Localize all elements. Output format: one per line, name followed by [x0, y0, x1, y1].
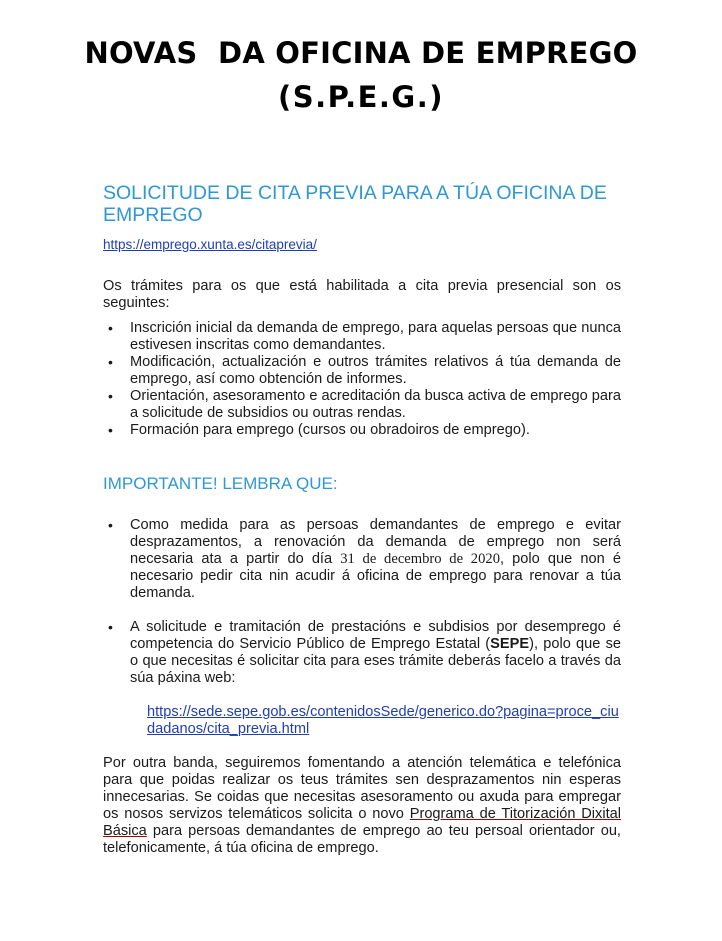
closing-paragraph	[103, 755, 621, 857]
importante-list-1	[103, 517, 621, 602]
bullet-icon: •	[108, 517, 113, 533]
sepe-text: A solicitude e tramitación de prestacións e subdisios por desemprego é competencia do Servicio Público de Emprego Estatal (	[130, 619, 621, 652]
list-item	[103, 422, 621, 439]
list-item-text: Inscrición inicial da demanda de emprego, para aquelas persoas que nunca estivesen inscritas como demandantes.	[130, 320, 621, 353]
closing-text: Por outra banda, seguiremos fomentando a atención telemática e telefónica para que poidas realizar os teus trámites sen desprazamentos nin esperas innecesarias. Se coidas que necesitas asesoramento ou axuda para empregar os nosos servizos telemáticos solicita o novo	[103, 755, 621, 822]
importante-list-2	[103, 619, 621, 687]
sepe-acronym: SEPE	[490, 636, 530, 652]
page-subtitle: (S.P.E.G.)	[277, 80, 444, 114]
cita-previa-link[interactable]: https://emprego.xunta.es/citaprevia/	[103, 237, 317, 252]
titorizacion-link[interactable]: Programa de Titorización Dixital Básica	[103, 806, 621, 839]
sepe-link-line	[147, 704, 623, 738]
bullet-icon: •	[108, 354, 113, 370]
importante-heading: IMPORTANTE! LEMBRA QUE:	[103, 474, 338, 493]
list-item	[103, 354, 621, 388]
cita-previa-heading: SOLICITUDE DE CITA PREVIA PARA A TÚA OFICINA DE EMPREGO	[103, 182, 607, 226]
list-item-text: Orientación, asesoramento e acreditación da busca activa de emprego para a solicitude de subsidios ou outras rendas.	[130, 388, 621, 421]
list-item	[103, 517, 621, 602]
cita-previa-link-line	[103, 236, 621, 253]
renovacion-text-end: , polo que non é necesario pedir cita nin acudir á oficina de emprego para renovar a túa demanda.	[130, 551, 621, 601]
list-item-text: Modificación, actualización e outros trámites relativos á túa demanda de emprego, así como obtención de informes.	[130, 354, 621, 387]
closing-text-end: para persoas demandantes de emprego ao teu persoal orientador ou, telefonicamente, á túa oficina de emprego.	[103, 823, 621, 856]
bullet-icon: •	[108, 388, 113, 404]
cita-tramites-list	[103, 320, 621, 439]
bullet-icon: •	[108, 619, 113, 635]
sepe-link[interactable]: https://sede.sepe.gob.es/contenidosSede/generico.do?pagina=proce_ciudadanos/cita_previa.html	[147, 704, 619, 737]
bullet-icon: •	[108, 320, 113, 336]
renovacion-date: 31 de decembro de 2020	[340, 551, 500, 567]
renovacion-text: Como medida para as persoas demandantes de emprego e evitar desprazamentos, a renovación da demanda de emprego non será necesaria ata a partir do día	[130, 517, 621, 567]
page-title: NOVAS DA OFICINA DE EMPREGO	[84, 36, 638, 70]
list-item	[103, 388, 621, 422]
list-item	[103, 320, 621, 354]
list-item	[103, 619, 621, 687]
cita-intro: Os trámites para os que está habilitada a cita previa presencial son os seguintes:	[103, 278, 621, 311]
bullet-icon: •	[108, 422, 113, 438]
sepe-text-end: ), polo que se o que necesitas é solicitar cita para eses trámite deberás facelo a través da súa páxina web:	[130, 636, 621, 686]
list-item-text: Formación para emprego (cursos ou obradoiros de emprego).	[130, 422, 530, 438]
